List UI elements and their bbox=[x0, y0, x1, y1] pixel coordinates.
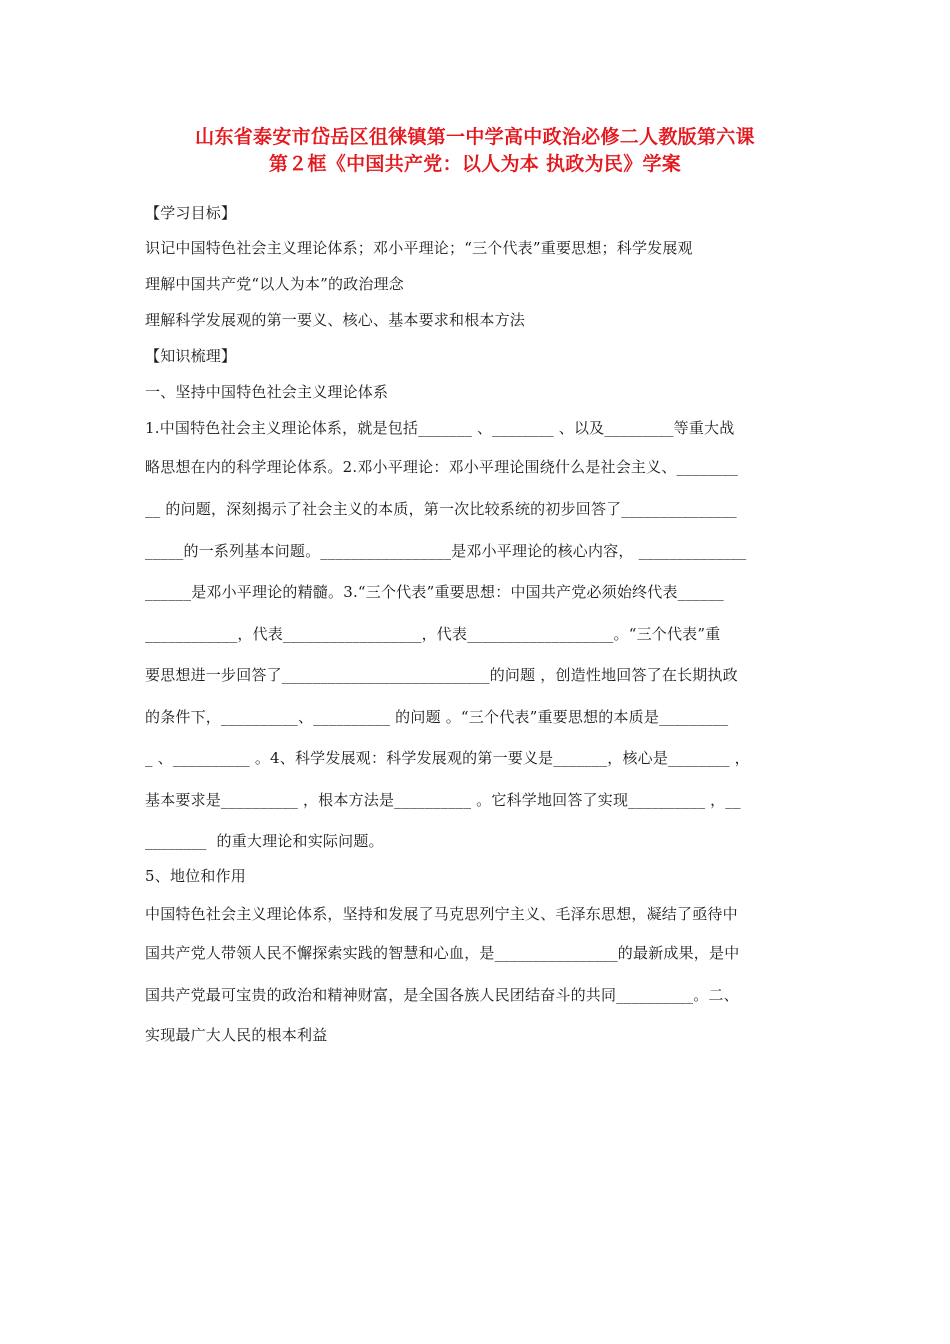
goal-line: 识记中国特色社会主义理论体系；邓小平理论；“三个代表”重要思想；科学发展观 bbox=[145, 239, 693, 257]
subsection-heading: 一、坚持中国特色社会主义理论体系 bbox=[145, 383, 389, 401]
paragraph-line: _____的一系列基本问题。_________________是邓小平理论的核心内容， ______________ bbox=[145, 542, 747, 560]
paragraph-line: 1.中国特色社会主义理论体系，就是包括_______ 、________ 、以及_________等重大战 bbox=[145, 419, 735, 437]
goal-line: 理解中国共产党“以人为本”的政治理念 bbox=[145, 275, 404, 293]
paragraph-line: 国共产党人带领人民不懈探索实践的智慧和心血，是________________的最新成果，是中 bbox=[145, 944, 740, 962]
paragraph-line: ________ 的重大理论和实际问题。 bbox=[145, 832, 384, 850]
section-heading-knowledge: 【知识梳理】 bbox=[145, 347, 237, 365]
paragraph-line: _ 、__________ 。4、科学发展观：科学发展观的第一要义是_______，核心是________ ， bbox=[145, 749, 750, 767]
paragraph-line: 要思想进一步回答了___________________________的问题 ，创造性地回答了在长期执政 bbox=[145, 666, 738, 684]
paragraph-line: 的条件下，__________、__________ 的问题 。“三个代表”重要思想的本质是_________ bbox=[145, 708, 729, 726]
subsection-heading: 5、地位和作用 bbox=[145, 867, 246, 885]
paragraph-line: 国共产党最可宝贵的政治和精神财富，是全国各族人民团结奋斗的共同__________。二、 bbox=[145, 986, 739, 1004]
goal-line: 理解科学发展观的第一要义、核心、基本要求和根本方法 bbox=[145, 311, 526, 329]
document-title-line-2: 第２框《中国共产党：以人为本 执政为民》学案 bbox=[268, 153, 682, 175]
paragraph-line: ______是邓小平理论的精髓。3.“三个代表”重要思想：中国共产党必须始终代表______ bbox=[145, 583, 724, 601]
paragraph-line: ____________，代表__________________，代表___________________。“三个代表”重 bbox=[145, 625, 721, 643]
document-title-line-1: 山东省泰安市岱岳区徂徕镇第一中学高中政治必修二人教版第六课 bbox=[195, 126, 755, 148]
paragraph-line: __ 的问题，深刻揭示了社会主义的本质，第一次比较系统的初步回答了_______________ bbox=[145, 500, 737, 518]
paragraph-line: 中国特色社会主义理论体系，坚持和发展了马克思列宁主义、毛泽东思想，凝结了亟待中 bbox=[145, 905, 738, 923]
subsection-heading: 实现最广大人民的根本利益 bbox=[145, 1026, 328, 1044]
paragraph-line: 略思想在内的科学理论体系。2.邓小平理论：邓小平理论围绕什么是社会主义、________ bbox=[145, 458, 739, 476]
section-heading-learning-goals: 【学习目标】 bbox=[145, 204, 237, 222]
paragraph-line: 基本要求是__________ ，根本方法是__________ 。它科学地回答了实现__________ ，__ bbox=[145, 791, 741, 809]
